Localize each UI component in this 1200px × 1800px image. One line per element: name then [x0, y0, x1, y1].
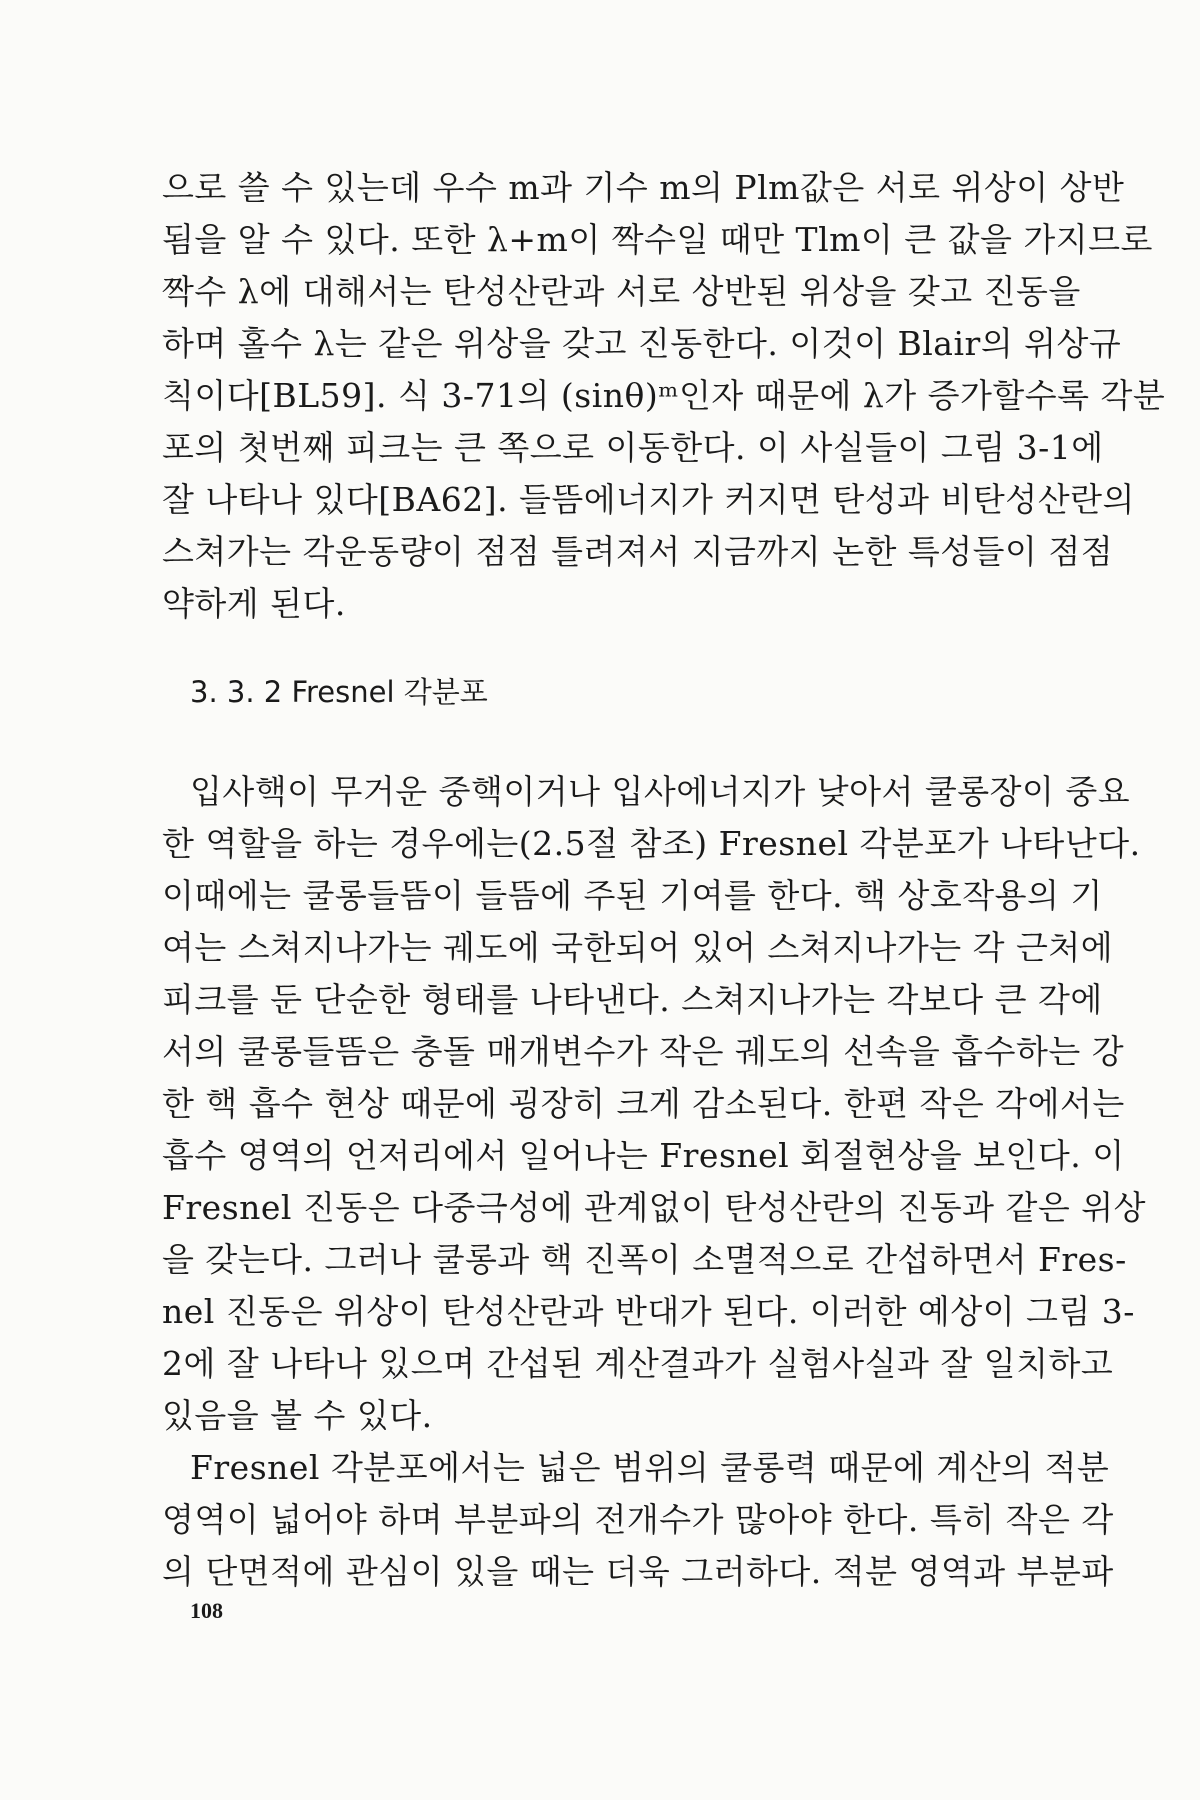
text-line: 영역이 넓어야 하며 부분파의 전개수가 많아야 한다. 특히 작은 각: [162, 1500, 1114, 1539]
text-line: 포의 첫번째 피크는 큰 쪽으로 이동한다. 이 사실들이 그림 3-1에: [162, 428, 1104, 467]
text-line: 을 갖는다. 그러나 쿨롱과 핵 진폭이 소멸적으로 간섭하면서 Fres-: [162, 1240, 1127, 1279]
text-line: 하며 홀수 λ는 같은 위상을 갖고 진동한다. 이것이 Blair의 위상규: [162, 324, 1122, 363]
text-line: 잘 나타나 있다[BA62]. 들뜸에너지가 커지면 탄성과 비탄성산란의: [162, 480, 1135, 519]
text-line: 여는 스쳐지나가는 궤도에 국한되어 있어 스쳐지나가는 각 근처에: [162, 928, 1114, 967]
text-line: 스쳐가는 각운동량이 점점 틀려져서 지금까지 논한 특성들이 점점: [162, 532, 1114, 571]
text-line: 이때에는 쿨롱들뜸이 들뜸에 주된 기여를 한다. 핵 상호작용의 기: [162, 876, 1103, 915]
text-line: 으로 쓸 수 있는데 우수 m과 기수 m의 Plm값은 서로 위상이 상반: [162, 168, 1125, 207]
text-line: 칙이다[BL59]. 식 3-71의 (sinθ)ᵐ인자 때문에 λ가 증가할수록 각분: [162, 376, 1166, 415]
text-line: 2에 잘 나타나 있으며 간섭된 계산결과가 실험사실과 잘 일치하고: [162, 1344, 1114, 1383]
text-line: 짝수 λ에 대해서는 탄성산란과 서로 상반된 위상을 갖고 진동을: [162, 272, 1081, 311]
text-line: Fresnel 진동은 다중극성에 관계없이 탄성산란의 진동과 같은 위상: [162, 1188, 1146, 1227]
text-line: 약하게 된다.: [162, 584, 346, 623]
text-line: 의 단면적에 관심이 있을 때는 더욱 그러하다. 적분 영역과 부분파: [162, 1552, 1114, 1591]
text-line: nel 진동은 위상이 탄성산란과 반대가 된다. 이러한 예상이 그림 3-: [162, 1292, 1135, 1331]
text-line: 서의 쿨롱들뜸은 충돌 매개변수가 작은 궤도의 선속을 흡수하는 강: [162, 1032, 1125, 1071]
section-heading: 3. 3. 2 Fresnel 각분포: [190, 675, 488, 709]
text-line: 있음을 볼 수 있다.: [162, 1396, 433, 1435]
text-line: 흡수 영역의 언저리에서 일어나는 Fresnel 회절현상을 보인다. 이: [162, 1136, 1125, 1175]
text-line: Fresnel 각분포에서는 넓은 범위의 쿨롱력 때문에 계산의 적분: [190, 1448, 1110, 1487]
text-line: 한 역할을 하는 경우에는(2.5절 참조) Fresnel 각분포가 나타난다.: [162, 824, 1141, 863]
text-line: 피크를 둔 단순한 형태를 나타낸다. 스쳐지나가는 각보다 큰 각에: [162, 980, 1103, 1019]
text-line: 됨을 알 수 있다. 또한 λ+m이 짝수일 때만 Tlm이 큰 값을 가지므로: [162, 220, 1153, 259]
page-number: 108: [190, 1598, 223, 1623]
text-line: 입사핵이 무거운 중핵이거나 입사에너지가 낮아서 쿨롱장이 중요: [190, 772, 1131, 811]
text-line: 한 핵 흡수 현상 때문에 굉장히 크게 감소된다. 한편 작은 각에서는: [162, 1084, 1125, 1123]
